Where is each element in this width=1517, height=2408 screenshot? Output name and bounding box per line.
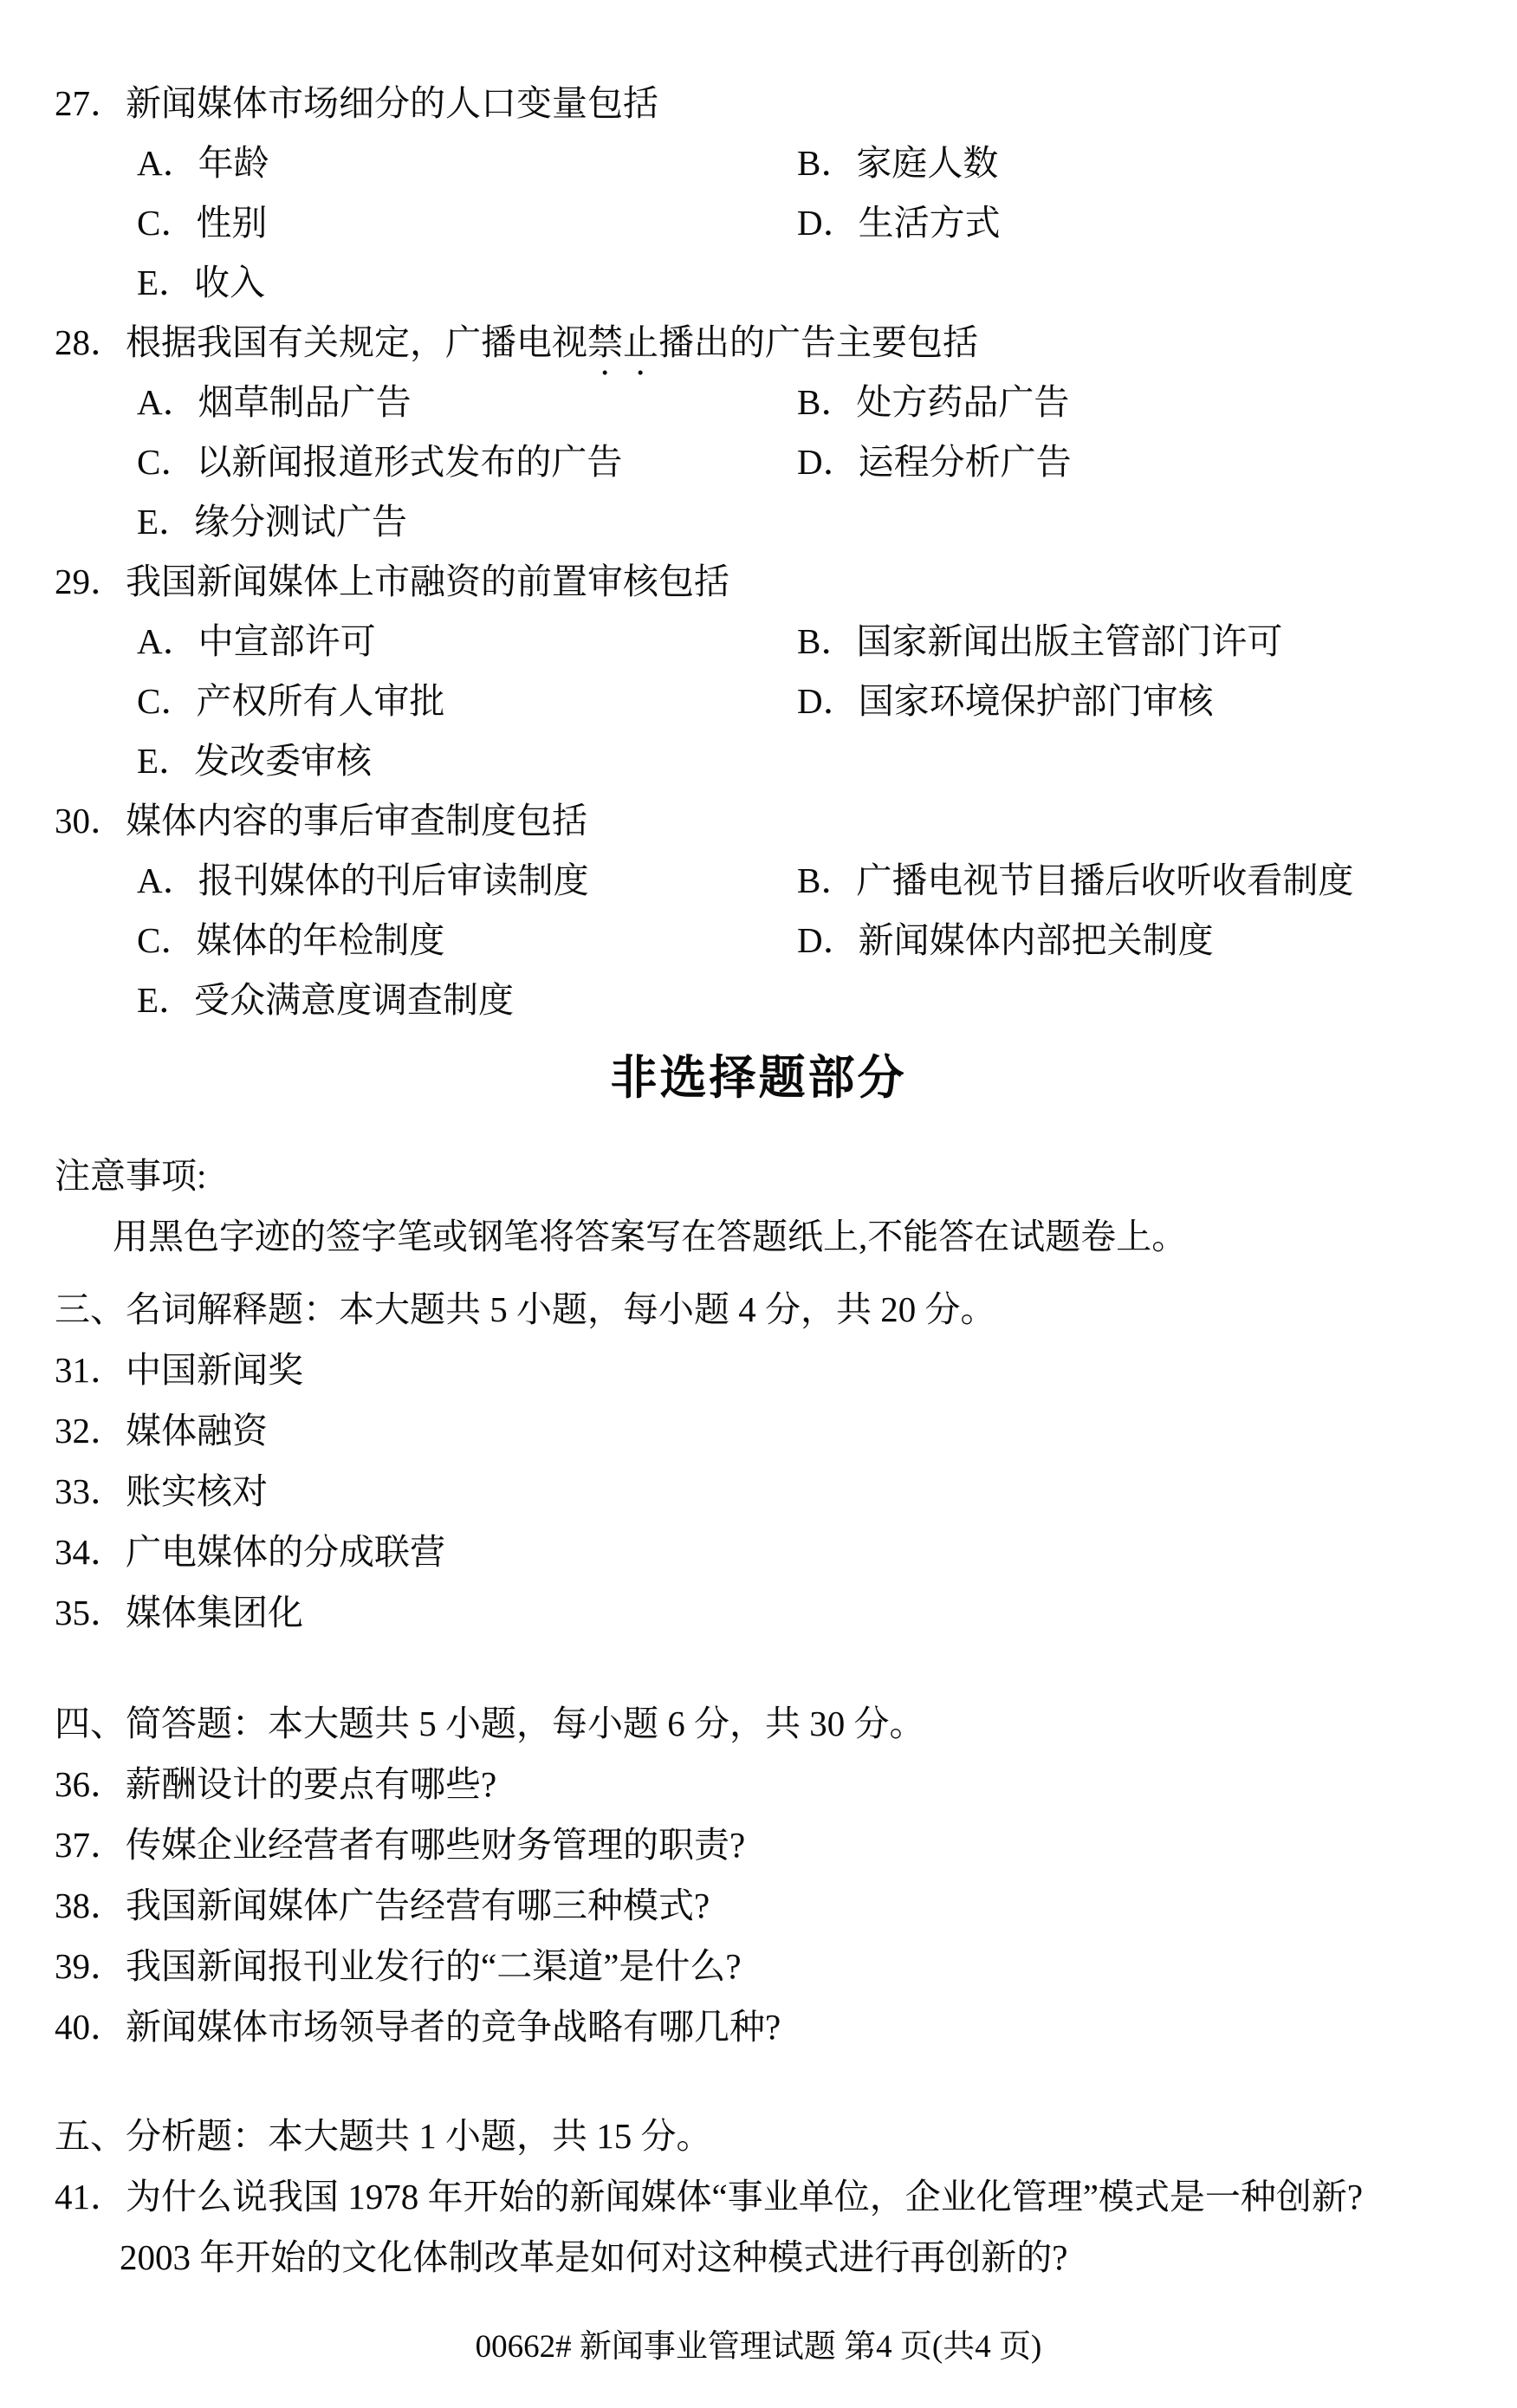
question-27-options-row-2 [0, 193, 1517, 253]
question-36-number: 36． [55, 1764, 126, 1804]
question-35 [0, 1582, 1517, 1643]
question-40-text: 新闻媒体市场领导者的竞争战略有哪几种? [126, 2007, 781, 2047]
question-31 [0, 1340, 1517, 1400]
question-29-text: 我国新闻媒体上市融资的前置审核包括 [126, 561, 729, 601]
question-39-number: 39． [55, 1946, 126, 1986]
question-30-option-d: D．新闻媒体内部把关制度 [797, 920, 1214, 960]
question-40-number: 40． [55, 2007, 126, 2047]
question-28-text-post: 播出的广告主要包括 [658, 322, 978, 362]
question-34-number: 34． [55, 1532, 126, 1572]
question-39 [0, 1936, 1517, 1996]
question-31-number: 31． [55, 1350, 126, 1390]
question-36-text: 薪酬设计的要点有哪些? [126, 1764, 497, 1804]
question-28-options-row-3 [0, 492, 1517, 552]
section-3-header: 三、名词解释题：本大题共 5 小题，每小题 4 分，共 20 分。 [55, 1289, 996, 1329]
question-36 [0, 1754, 1517, 1814]
question-31-text: 中国新闻奖 [126, 1350, 303, 1390]
question-41-line-1 [0, 2166, 1517, 2227]
question-33 [0, 1461, 1517, 1522]
question-27-number: 27． [55, 83, 126, 123]
question-28-number: 28． [55, 322, 126, 362]
question-29-options-row-2 [0, 672, 1517, 731]
question-41-text-line-2: 2003 年开始的文化体制改革是如何对这种模式进行再创新的? [120, 2237, 1068, 2277]
question-37-number: 37． [55, 1825, 126, 1865]
question-35-text: 媒体集团化 [126, 1593, 303, 1632]
question-30-option-c: C．媒体的年检制度 [137, 920, 445, 960]
question-27-option-e: E．收入 [137, 263, 266, 302]
question-27-option-c: C．性别 [137, 203, 268, 243]
notice-title: 注意事项: [55, 1156, 207, 1196]
question-29-option-d: D．国家环境保护部门审核 [797, 681, 1214, 721]
question-41-number: 41． [55, 2177, 126, 2217]
question-28 [0, 313, 1517, 373]
question-28-text-pre: 根据我国有关规定，广播电视 [126, 322, 587, 362]
question-37 [0, 1814, 1517, 1875]
notice-body: 用黑色字迹的签字笔或钢笔将答案写在答题纸上,不能答在试题卷上。 [113, 1217, 1188, 1256]
question-29-option-a: A．中宣部许可 [137, 621, 376, 661]
section-5-header: 五、分析题：本大题共 1 小题，共 15 分。 [55, 2116, 712, 2156]
question-37-text: 传媒企业经营者有哪些财务管理的职责? [126, 1825, 746, 1865]
question-41-text-line-1: 为什么说我国 1978 年开始的新闻媒体“事业单位，企业化管理”模式是一种创新? [126, 2177, 1364, 2217]
question-29-number: 29． [55, 561, 126, 601]
question-28-options-row-2 [0, 432, 1517, 492]
question-30-options-row-2 [0, 911, 1517, 970]
question-29-options-row-3 [0, 731, 1517, 791]
question-34 [0, 1522, 1517, 1582]
question-30-options-row-1 [0, 851, 1517, 911]
question-27 [0, 74, 1517, 133]
question-38-number: 38． [55, 1886, 126, 1925]
question-27-options-row-1 [0, 133, 1517, 193]
question-27-option-d: D．生活方式 [797, 203, 1001, 243]
question-28-option-e: E．缘分测试广告 [137, 502, 408, 542]
question-28-option-c: C．以新闻报道形式发布的广告 [137, 442, 623, 482]
question-29-options-row-1 [0, 612, 1517, 672]
page-footer: 00662# 新闻事业管理试题 第4 页(共4 页) [475, 2329, 1042, 2365]
question-38-text: 我国新闻媒体广告经营有哪三种模式? [126, 1886, 710, 1925]
question-27-option-b: B．家庭人数 [797, 143, 999, 183]
question-41-line-2 [0, 2227, 1517, 2288]
question-34-text: 广电媒体的分成联营 [126, 1532, 445, 1572]
question-28-options-row-1 [0, 373, 1517, 432]
question-29-option-c: C．产权所有人审批 [137, 681, 445, 721]
question-32 [0, 1400, 1517, 1461]
question-28-option-d: D．运程分析广告 [797, 442, 1072, 482]
question-30-option-a: A．报刊媒体的刊后审读制度 [137, 860, 589, 900]
question-33-number: 33． [55, 1471, 126, 1511]
question-27-options-row-3 [0, 253, 1517, 313]
question-27-option-a: A．年龄 [137, 143, 269, 183]
question-30-option-b: B．广播电视节目播后收听收看制度 [797, 860, 1354, 900]
question-32-number: 32． [55, 1411, 126, 1451]
question-28-text-emphasized: 禁止 [587, 322, 658, 362]
question-30-option-e: E．受众满意度调查制度 [137, 980, 515, 1020]
question-27-text: 新闻媒体市场细分的人口变量包括 [126, 83, 658, 123]
question-29-option-e: E．发改委审核 [137, 741, 373, 781]
question-33-text: 账实核对 [126, 1471, 268, 1511]
question-40 [0, 1996, 1517, 2057]
question-30-number: 30． [55, 801, 126, 841]
question-39-text: 我国新闻报刊业发行的“二渠道”是什么? [126, 1946, 742, 1986]
question-30 [0, 791, 1517, 851]
non-mc-section-heading: 非选择题部分 [610, 1052, 907, 1104]
question-35-number: 35． [55, 1593, 126, 1632]
question-30-options-row-3 [0, 970, 1517, 1030]
question-29-option-b: B．国家新闻出版主管部门许可 [797, 621, 1283, 661]
question-29 [0, 552, 1517, 612]
question-28-option-a: A．烟草制品广告 [137, 382, 412, 422]
question-38 [0, 1875, 1517, 1936]
question-28-option-b: B．处方药品广告 [797, 382, 1070, 422]
question-32-text: 媒体融资 [126, 1411, 268, 1451]
question-30-text: 媒体内容的事后审查制度包括 [126, 801, 587, 841]
section-4-header: 四、简答题：本大题共 5 小题，每小题 6 分，共 30 分。 [55, 1704, 925, 1743]
